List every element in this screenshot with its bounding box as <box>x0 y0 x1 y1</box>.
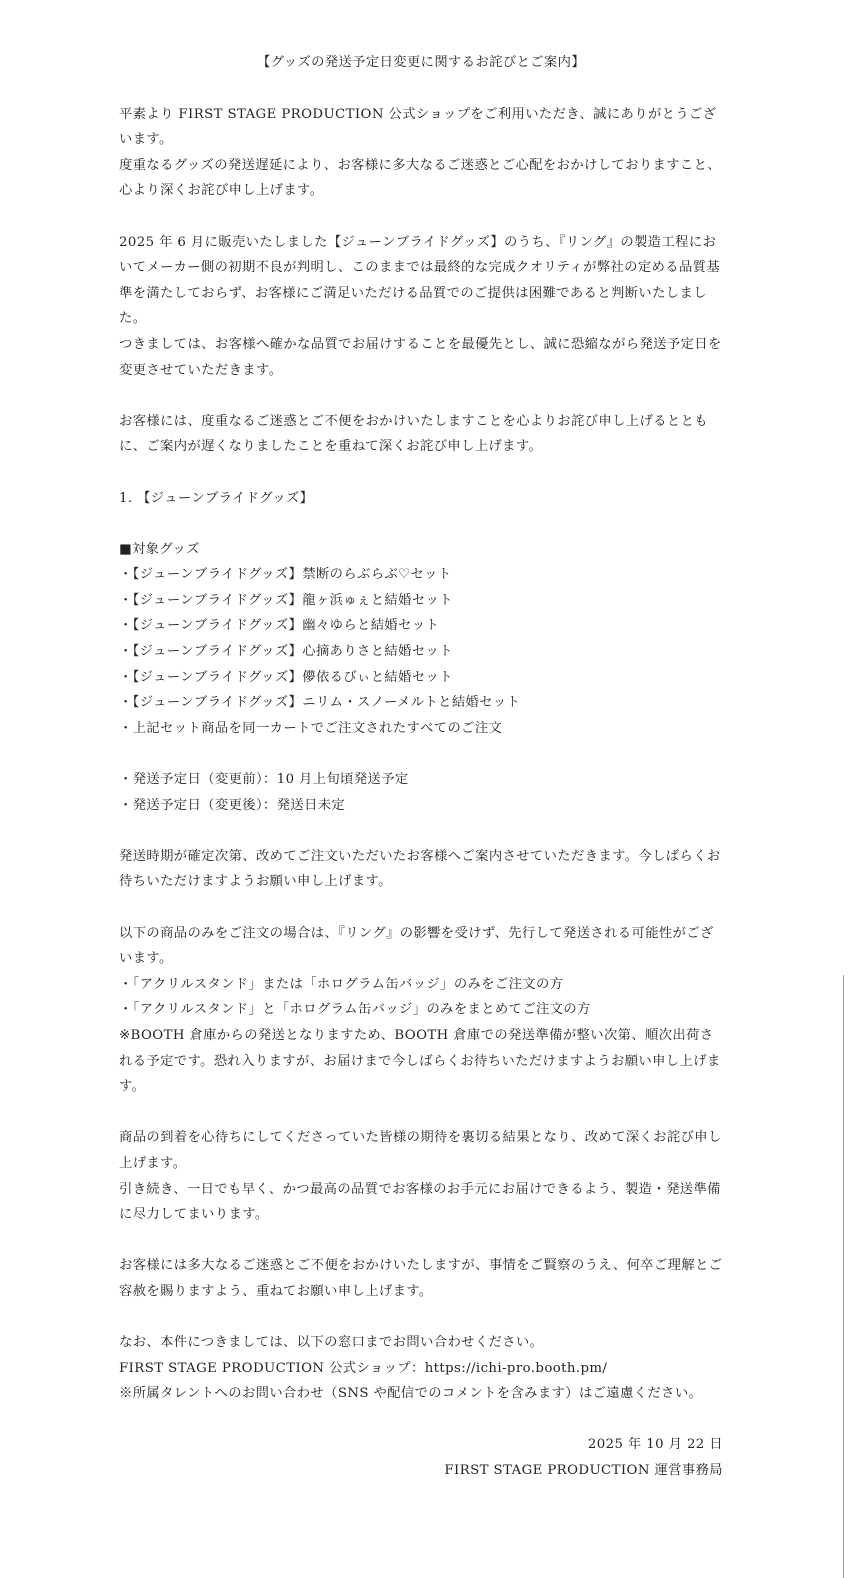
spacer <box>119 1100 723 1126</box>
contact-line: なお、本件につきましては、以下の窓口までお問い合わせください。 <box>119 1335 544 1351</box>
document-title: 【グッズの発送予定日変更に関するお詫びとご案内】 <box>256 55 586 70</box>
signature-org: FIRST STAGE PRODUCTION 運営事務局 <box>444 1463 723 1479</box>
explanation-line: つきましては、お客様へ確かな品質でお届けすることを最優先とし、誠に恐縮ながら発送予定日を変更させていただきます。 <box>119 336 722 378</box>
closing-paragraph-2 <box>119 1253 723 1304</box>
exceptions-line: 以下の商品のみをご注文の場合は、『リング』の影響を受けず、先行して発送される可能性がございます。 <box>119 925 714 967</box>
intro-line: 度重なるグッズの発送遅延により、お客様に多大なるご迷惑とご心配をおかけしておりますこと、心より深くお詫び申し上げます。 <box>119 157 721 199</box>
contact-note: ※所属タレントへのお問い合わせ（SNS や配信でのコメントを含みます）はご遠慮ください。 <box>119 1386 703 1402</box>
contact-paragraph <box>119 1330 723 1407</box>
exceptions-line: ※BOOTH 倉庫からの発送となりますため、BOOTH 倉庫での発送準備が整い次第、順次出荷される予定です。恐れ入りますが、お届けまで今しばらくお待ちいただけますようお願い申し上げます。 <box>119 1027 721 1095</box>
spacer <box>119 818 723 844</box>
goods-item: ・【ジューンブライドグッズ】禁断のらぶらぶ♡セット <box>119 567 452 583</box>
apology-paragraph <box>119 409 723 460</box>
target-goods-label: ■対象グッズ <box>119 541 200 557</box>
spacer <box>119 1305 723 1331</box>
spacer <box>119 741 723 767</box>
shipping-date-before: ・発送予定日（変更前）：10 月上旬頃発送予定 <box>119 772 409 788</box>
spacer <box>119 460 723 486</box>
section-1 <box>119 486 723 512</box>
goods-item: ・【ジューンブライドグッズ】幽々ゆらと結婚セット <box>119 618 440 634</box>
closing-line: 商品の到着を心待ちにしてくださっていた皆様の期待を裏切る結果となり、改めて深くお詫び申し上げます。 <box>119 1130 722 1171</box>
section-heading: 1. 【ジューンブライドグッズ】 <box>119 490 314 506</box>
closing-paragraph-1 <box>119 1125 723 1227</box>
exceptions-line: ・「アクリルスタンド」または「ホログラム缶バッジ」のみをご注文の方 <box>119 976 564 992</box>
exceptions-line: ・「アクリルスタンド」と「ホログラム缶バッジ」のみをまとめてご注文の方 <box>119 1002 591 1018</box>
spacer <box>119 204 723 230</box>
intro-paragraph <box>119 102 723 204</box>
closing-line: お客様には多大なるご迷惑とご不便をおかけいたしますが、事情をご賢察のうえ、何卒ご理解とご容赦を賜りますよう、重ねてお願い申し上げます。 <box>119 1258 723 1299</box>
goods-item: ・【ジューンブライドグッズ】ニリム・スノーメルトと結婚セット <box>119 695 521 711</box>
followup-paragraph <box>119 844 723 895</box>
target-goods-list <box>119 537 723 742</box>
spacer <box>119 383 723 409</box>
signature-block <box>119 1432 723 1483</box>
signature-date: 2025 年 10 月 22 日 <box>587 1437 723 1453</box>
apology-line: お客様には、度重なるご迷惑とご不便をおかけいたしますことを心よりお詫び申し上げるとともに、ご案内が遅くなりましたことを重ねて深くお詫び申し上げます。 <box>119 413 708 455</box>
goods-item: ・【ジューンブライドグッズ】心摘ありさと結婚セット <box>119 644 453 660</box>
shipping-date-after: ・発送予定日（変更後）：発送日未定 <box>119 797 346 813</box>
exceptions-paragraph <box>119 921 723 1100</box>
spacer <box>119 1407 723 1433</box>
contact-shop-url: FIRST STAGE PRODUCTION 公式ショップ：https://ichi-pro.booth.pm/ <box>119 1360 608 1376</box>
goods-item: ・【ジューンブライドグッズ】龍ヶ浜ゅぇと結婚セット <box>119 592 453 608</box>
closing-line: 引き続き、一日でも早く、かつ最高の品質でお客様のお手元にお届けできるよう、製造・発送準備に尽力してまいります。 <box>119 1181 721 1223</box>
announcement-document <box>119 50 723 1484</box>
spacer <box>119 511 723 537</box>
goods-item: ・【ジューンブライドグッズ】儚依るびぃと結婚セット <box>119 669 453 685</box>
spacer <box>119 895 723 921</box>
followup-line: 発送時期が確定次第、改めてご注文いただいたお客様へご案内させていただきます。今しばらくお待ちいただけますようお願い申し上げます。 <box>119 848 721 890</box>
scrollbar-edge-divider <box>843 975 844 1578</box>
explanation-paragraph <box>119 230 723 384</box>
explanation-line: 2025 年 6 月に販売いたしました【ジューンブライドグッズ】のうち、『リング』の製造工程においてメーカー側の初期不良が判明し、このままでは最終的な完成クオリティが弊社の定める品質基準を満たしておらず、お客様にご満足いただける品質でのご提供は困難であると判断いたしました。 <box>119 234 721 327</box>
shipping-dates <box>119 767 723 818</box>
spacer <box>119 1228 723 1254</box>
intro-line: 平素より FIRST STAGE PRODUCTION 公式ショップをご利用いただき、誠にありがとうございます。 <box>119 106 717 148</box>
goods-item: ・上記セット商品を同一カートでご注文されたすべてのご注文 <box>119 720 503 736</box>
